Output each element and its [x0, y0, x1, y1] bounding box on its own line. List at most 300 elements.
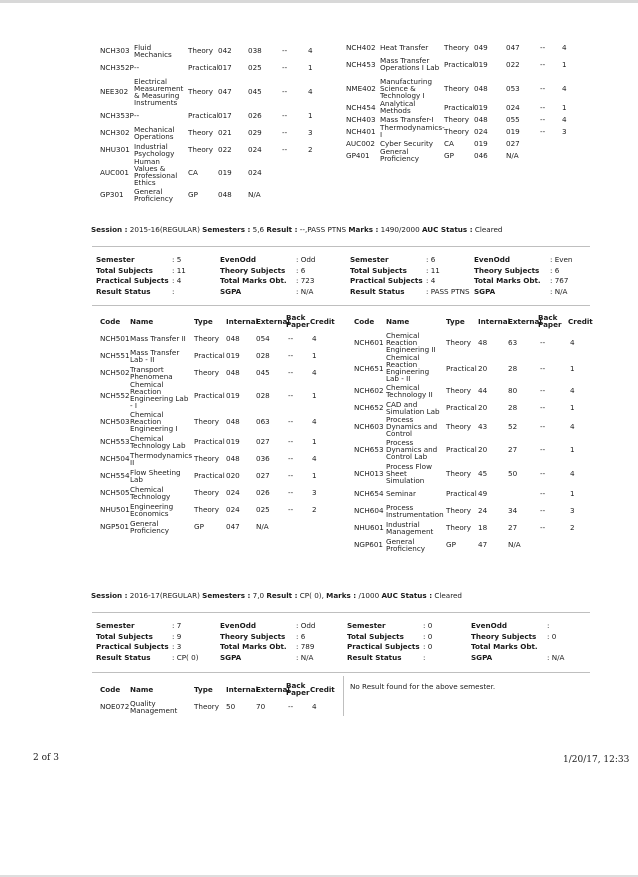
cell-credit: 3 [312, 488, 317, 497]
session-field-label: AUC Status : [381, 591, 433, 600]
cell-internal: 022 [218, 145, 232, 154]
table-header [98, 682, 334, 698]
divider [92, 672, 590, 673]
top-left-table [98, 42, 330, 203]
label: Semester [347, 621, 386, 630]
cell-code: NCH653 [354, 444, 384, 454]
cell-back: -- [282, 63, 288, 72]
cell-type: Theory [446, 386, 471, 395]
value: : Even [550, 255, 573, 264]
value: : 6 [296, 265, 306, 275]
cell-code: NCH551 [100, 351, 130, 360]
cell-name: Human Values & Professional Ethics [134, 157, 178, 187]
cell-back: -- [540, 523, 546, 532]
cell-name: Mass Transfer Operations I Lab [380, 56, 440, 72]
session-field-label: Session : [91, 591, 128, 600]
cell-name: Process Dynamics and Control [386, 415, 438, 438]
table-row [98, 158, 330, 186]
value: : 0 [423, 631, 433, 641]
cell-credit: 1 [308, 111, 313, 120]
cell-code: NCH352P [100, 63, 134, 72]
cell-name: -- [134, 63, 140, 72]
table-row [98, 409, 334, 433]
cell-back: -- [282, 87, 288, 96]
label: SGPA [220, 286, 242, 296]
cell-credit [308, 518, 334, 535]
value: : [547, 621, 550, 630]
session-field-value: Cleared [432, 591, 462, 600]
top-right-body [344, 42, 584, 162]
cell-external: 27 [508, 444, 518, 454]
cell-external: 63 [508, 337, 518, 347]
page-number: 2 of 3 [33, 753, 59, 763]
cell-type: Theory [188, 87, 213, 96]
cell-name: Chemical Reaction Engineering Lab - II [386, 353, 430, 383]
scan-top-edge [0, 0, 638, 3]
value: : 789 [296, 642, 315, 651]
cell-name: Flow Sheeting Lab [130, 467, 181, 484]
cell-name: Chemical Reaction Engineering I [130, 409, 178, 433]
cell-external: 038 [248, 46, 262, 55]
cell-type: GP [188, 190, 198, 199]
cell-back: -- [282, 111, 288, 120]
value: : 9 [172, 631, 182, 641]
cell-internal: 50 [226, 702, 236, 711]
session-field-label: Marks : [348, 225, 379, 234]
cell-back: -- [288, 454, 294, 463]
cell-name: Mass Transfer II [130, 334, 186, 343]
cell-internal: 048 [226, 368, 240, 377]
cell-external: 026 [248, 111, 262, 120]
cell-credit: 1 [570, 489, 575, 498]
value: : 3 [172, 642, 182, 651]
value: : 5 [172, 255, 182, 264]
value: : 11 [172, 265, 186, 275]
cell-name: -- [134, 111, 140, 120]
cell-internal: 047 [226, 522, 240, 531]
table-row [352, 461, 596, 485]
table-row [98, 141, 330, 158]
cell-back: -- [288, 471, 294, 480]
label: Practical Subjects [96, 276, 169, 285]
cell-external: 029 [248, 128, 262, 137]
cell-name: Industrial Psychology [134, 141, 175, 158]
column-header-internal: Internal [226, 684, 259, 694]
cell-credit: 4 [312, 702, 317, 711]
cell-credit: 1 [570, 363, 575, 373]
column-header-name: Name [130, 684, 154, 694]
session1-header [91, 225, 503, 234]
table-body [98, 330, 334, 535]
cell-code: NCH604 [354, 506, 384, 515]
cell-type: Theory [194, 702, 219, 711]
cell-back: -- [288, 702, 294, 711]
label: Result Status [347, 652, 402, 662]
session-field-label: Result : [266, 591, 298, 600]
cell-code: NCH654 [354, 489, 384, 498]
column-header-type: Type [194, 684, 213, 694]
session-field-label: AUC Status : [421, 225, 473, 234]
cell-type: Theory [188, 145, 213, 154]
cell-credit [558, 148, 584, 162]
cell-internal: 18 [478, 523, 488, 532]
session-field-value: 2016-17(REGULAR) [127, 591, 203, 600]
label: EvenOdd [474, 255, 510, 264]
cell-internal: 049 [474, 42, 488, 52]
cell-external: 027 [256, 471, 270, 480]
cell-external: 027 [506, 138, 520, 148]
cell-external: 022 [506, 59, 520, 69]
cell-back: -- [282, 145, 288, 154]
label: Total Subjects [347, 631, 404, 641]
cell-name: Chemical Technology II [386, 382, 433, 399]
label: Practical Subjects [96, 642, 169, 651]
cell-type: Theory [444, 126, 469, 136]
cell-external: 055 [506, 114, 520, 124]
cell-name: Analytical Methods [380, 99, 416, 115]
cell-external: N/A [248, 190, 261, 199]
label: Total Subjects [96, 265, 153, 275]
table-row [344, 100, 584, 114]
cell-type: Practical [194, 390, 225, 400]
cell-external: N/A [506, 150, 519, 160]
cell-name: Chemical Technology [130, 484, 171, 501]
cell-internal: 024 [474, 126, 488, 136]
session-field-label: Session : [91, 225, 128, 234]
cell-code: NCH651 [354, 363, 384, 373]
cell-code: NME402 [346, 83, 376, 93]
cell-back: -- [288, 390, 294, 400]
label: SGPA [471, 652, 493, 662]
value: : 767 [550, 276, 569, 285]
table-row [98, 484, 334, 501]
table-row [98, 501, 334, 518]
cell-internal: 046 [474, 150, 488, 160]
column-header-external: External [508, 316, 542, 326]
cell-credit: 1 [312, 471, 317, 480]
cell-type: Practical [194, 351, 225, 360]
cell-internal: 20 [478, 403, 488, 412]
cell-internal: 019 [474, 59, 488, 69]
cell-back: -- [540, 386, 546, 395]
session1-sem6-table [352, 314, 596, 553]
cell-code: NCH553 [100, 437, 130, 446]
cell-type: Theory [188, 46, 213, 55]
label: Theory Subjects [220, 265, 286, 275]
cell-internal: 43 [478, 422, 488, 431]
cell-credit [566, 536, 596, 553]
label: Theory Subjects [220, 631, 286, 641]
cell-internal: 47 [478, 540, 488, 549]
cell-external: 024 [506, 102, 520, 112]
cell-credit: 1 [562, 59, 567, 69]
cell-credit: 2 [308, 145, 313, 154]
cell-internal: 024 [226, 488, 240, 497]
cell-name: Process Flow Sheet Simulation [386, 461, 432, 485]
column-header-back: Back Paper [538, 313, 562, 329]
table-header [352, 314, 596, 330]
cell-name: Transport Phenomena [130, 364, 173, 381]
cell-back: -- [540, 403, 546, 412]
cell-code: NCH303 [100, 46, 130, 55]
cell-internal: 048 [218, 190, 232, 199]
cell-name: Thermodynamics II [130, 450, 193, 467]
table-row [98, 42, 330, 59]
label: EvenOdd [471, 621, 507, 630]
cell-credit: 4 [562, 83, 567, 93]
cell-internal: 20 [478, 444, 488, 454]
cell-code: AUC002 [346, 138, 375, 148]
cell-type: Practical [446, 403, 477, 412]
cell-external: 027 [256, 437, 270, 446]
value: : N/A [550, 286, 568, 296]
cell-type: Theory [194, 416, 219, 426]
session1-summary-right [350, 255, 590, 297]
cell-credit [304, 186, 330, 203]
cell-internal: 019 [474, 102, 488, 112]
cell-code: NHU301 [100, 145, 130, 154]
column-header-code: Code [354, 316, 375, 326]
cell-code: NCH602 [354, 386, 384, 395]
cell-code: NHU501 [100, 505, 130, 514]
table-row [98, 698, 334, 715]
cell-credit: 4 [570, 468, 575, 478]
cell-internal: 021 [218, 128, 232, 137]
cell-credit: 4 [312, 334, 317, 343]
value: : N/A [296, 652, 314, 662]
cell-name: General Proficiency [130, 518, 170, 535]
cell-external: 80 [508, 386, 518, 395]
cell-name: Engineering Economics [130, 501, 174, 518]
table-row [344, 76, 584, 100]
cell-code: NCH554 [100, 471, 130, 480]
label: Practical Subjects [350, 276, 423, 285]
table-row [352, 354, 596, 382]
divider [343, 676, 344, 716]
cell-type: Theory [446, 337, 471, 347]
cell-back: -- [540, 102, 546, 112]
table-row [344, 148, 584, 162]
cell-external: 047 [506, 42, 520, 52]
cell-code: NCH503 [100, 416, 130, 426]
table-row [98, 364, 334, 381]
session2-header [91, 591, 462, 600]
cell-internal: 49 [478, 489, 488, 498]
cell-name: General Proficiency [386, 536, 426, 553]
table-body [352, 330, 596, 553]
session1-sem5-table [98, 314, 334, 535]
cell-name: Mass Transfer-I [380, 114, 434, 124]
cell-type: GP [194, 522, 204, 531]
cell-type: Theory [194, 488, 219, 497]
label: Result Status [350, 286, 405, 296]
table-row [98, 347, 334, 364]
session-field-value: 2015-16(REGULAR) [127, 225, 203, 234]
column-header-credit: Credit [310, 684, 335, 694]
cell-back [536, 536, 566, 553]
column-header-back: Back Paper [286, 681, 310, 697]
session-field-value: 1490/2000 [378, 225, 422, 234]
cell-type: Theory [188, 128, 213, 137]
cell-credit: 4 [562, 42, 567, 52]
cell-credit: 1 [570, 403, 575, 412]
cell-type: CA [188, 167, 198, 177]
cell-code: NOE072 [100, 702, 130, 711]
value: : 7 [172, 621, 182, 630]
label: SGPA [474, 286, 496, 296]
top-left-body [98, 42, 330, 203]
cell-back [278, 186, 304, 203]
table-row [352, 399, 596, 416]
cell-credit: 1 [312, 351, 317, 360]
cell-type: Theory [446, 422, 471, 431]
cell-code: NHU601 [354, 523, 384, 532]
session-field-label: Result : [266, 225, 298, 234]
cell-code: NGP501 [100, 522, 129, 531]
cell-code: AUC001 [100, 167, 129, 177]
cell-type: Practical [188, 111, 219, 120]
value: : N/A [547, 652, 565, 662]
cell-code: NCH402 [346, 42, 376, 52]
cell-credit: 3 [570, 506, 575, 515]
cell-name: Process Instrumentation [386, 502, 444, 519]
cell-back [536, 138, 558, 148]
header-row [98, 682, 334, 698]
cell-code: NCH453 [346, 59, 376, 69]
table-row [344, 52, 584, 76]
cell-code: NCH403 [346, 114, 376, 124]
cell-code: NCH552 [100, 390, 130, 400]
cell-credit: 1 [308, 63, 313, 72]
table-row [352, 502, 596, 519]
cell-external: 34 [508, 506, 518, 515]
no-result-message: No Result found for the above semester. [350, 682, 496, 691]
column-header-name: Name [386, 316, 410, 326]
label: Total Subjects [96, 631, 153, 641]
cell-name: Process Dynamics and Control Lab [386, 437, 438, 461]
cell-internal: 017 [218, 111, 232, 120]
cell-back: -- [288, 368, 294, 377]
cell-internal: 20 [478, 363, 488, 373]
cell-code: NCH302 [100, 128, 130, 137]
cell-back: -- [540, 363, 546, 373]
table-row [98, 186, 330, 203]
cell-type: Theory [194, 505, 219, 514]
cell-back: -- [540, 506, 546, 515]
cell-internal: 017 [218, 63, 232, 72]
session-field-value: 7,0 [250, 591, 267, 600]
cell-external: 054 [256, 334, 270, 343]
cell-back: -- [288, 488, 294, 497]
cell-code: NGP601 [354, 540, 383, 549]
cell-code: NCH502 [100, 368, 130, 377]
value: : 6 [296, 631, 306, 641]
top-right-table [344, 42, 584, 162]
cell-credit: 1 [570, 444, 575, 454]
cell-back: -- [540, 42, 546, 52]
table-body [98, 698, 334, 715]
cell-code: NCH013 [354, 468, 384, 478]
cell-type: Theory [194, 454, 219, 463]
cell-external: 52 [508, 422, 518, 431]
table-row [344, 124, 584, 138]
cell-credit: 4 [308, 46, 313, 55]
table-row [352, 330, 596, 354]
table-row [98, 59, 330, 76]
session2-sem7-table [98, 682, 334, 715]
table-row [98, 76, 330, 107]
cell-back: -- [288, 437, 294, 446]
cell-external: 025 [248, 63, 262, 72]
cell-internal: 45 [478, 468, 488, 478]
cell-external: 028 [256, 390, 270, 400]
cell-internal: 019 [474, 138, 488, 148]
label: Total Marks Obt. [471, 642, 538, 651]
cell-external: 27 [508, 523, 518, 532]
cell-internal: 048 [226, 416, 240, 426]
value: : Odd [296, 621, 316, 630]
column-header-external: External [256, 684, 290, 694]
value: : 4 [172, 276, 182, 285]
table-row [98, 518, 334, 535]
cell-type: Practical [446, 444, 477, 454]
table-row [98, 124, 330, 141]
cell-external: 28 [508, 403, 518, 412]
column-header-internal: Internal [226, 316, 259, 326]
label: Total Marks Obt. [474, 276, 541, 285]
cell-back: -- [540, 489, 546, 498]
cell-credit: 4 [570, 422, 575, 431]
cell-type: CA [444, 138, 454, 148]
cell-internal: 019 [226, 390, 240, 400]
value: : N/A [296, 286, 314, 296]
label: Semester [96, 255, 135, 264]
value: : 11 [426, 265, 440, 275]
cell-external: 024 [248, 145, 262, 154]
cell-name: Manufacturing Science & Technology I [380, 76, 433, 100]
table-row [98, 330, 334, 347]
cell-credit: 1 [312, 437, 317, 446]
cell-credit: 4 [562, 114, 567, 124]
label: EvenOdd [220, 621, 256, 630]
value: : 0 [423, 642, 433, 651]
header-row [352, 314, 596, 330]
cell-credit [558, 138, 584, 148]
cell-credit: 4 [312, 454, 317, 463]
cell-type: Theory [446, 468, 471, 478]
cell-credit: 4 [312, 368, 317, 377]
label: Theory Subjects [474, 265, 540, 275]
cell-type: Theory [444, 114, 469, 124]
cell-name: Fluid Mechanics [134, 42, 172, 59]
column-header-code: Code [100, 316, 121, 326]
cell-credit: 3 [308, 128, 313, 137]
cell-name: Heat Transfer [380, 42, 429, 52]
cell-type: Theory [444, 83, 469, 93]
label: Semester [96, 621, 135, 630]
cell-code: NCH603 [354, 422, 384, 431]
session-field-value: 5,6 [250, 225, 267, 234]
label: Total Marks Obt. [220, 642, 287, 651]
cell-type: Theory [444, 42, 469, 52]
cell-external: 70 [256, 702, 266, 711]
cell-name: Thermodynamics-I [380, 123, 445, 139]
cell-code: NCH601 [354, 337, 384, 347]
cell-external: N/A [508, 540, 521, 549]
cell-name: Industrial Management [386, 519, 434, 536]
session-field-label: Semesters : [202, 591, 251, 600]
cell-external: 036 [256, 454, 270, 463]
